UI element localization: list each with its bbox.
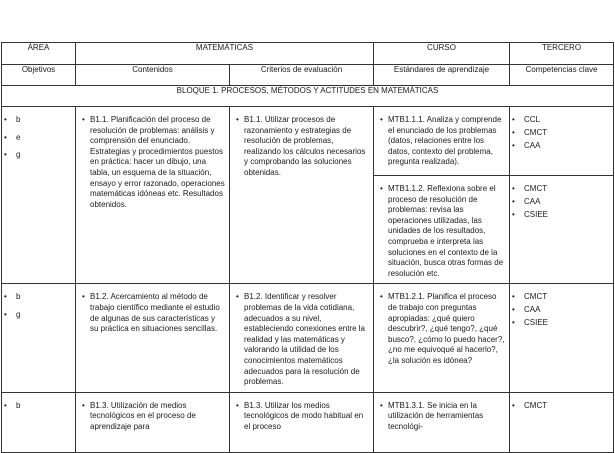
estandar-text: • MTB1.3.1. Se inicia en la utilización de herramientas tecnológi- — [374, 393, 509, 437]
subject-header: MATEMÁTICAS — [76, 43, 374, 65]
contenido-cell — [76, 107, 230, 284]
col-contenidos: Contenidos — [76, 65, 230, 86]
block-row — [2, 86, 614, 107]
contenido-text: • B1.2. Acercamiento al método de trabajo científico mediante el estudio de algunas de sus características y su práctica en situaciones sencillas. — [76, 284, 229, 338]
area-header: ÁREA — [2, 43, 76, 65]
objetivo-item: • b — [2, 115, 75, 126]
estandar-cell — [374, 107, 510, 176]
estandar-text: • MTB1.1.2. Reflexiona sobre el proceso de resolución de problemas: revisa las operaciones utilizadas, las unidades de los resultados, comprueba e interpreta las soluciones en el contexto de la situación, busca otras formas de resolución etc. — [374, 176, 509, 283]
competencias-cell — [510, 107, 614, 176]
competencia-item: • CMCT — [510, 292, 613, 303]
competencia-item: • CCL — [510, 115, 613, 126]
table-row — [2, 284, 614, 392]
competencia-item: • CAA — [510, 141, 613, 152]
col-criterios: Criterios de evaluación — [230, 65, 374, 86]
contenido-cell — [76, 284, 230, 392]
table-row — [2, 392, 614, 452]
curriculum-table — [1, 42, 614, 453]
criterio-cell — [230, 284, 374, 392]
course-label: CURSO — [374, 43, 510, 65]
competencia-item: • CAA — [510, 197, 613, 208]
column-header-row — [2, 65, 614, 86]
objetivos-cell — [2, 284, 76, 392]
objetivo-item: • b — [2, 292, 75, 303]
competencia-item: • CSIEE — [510, 318, 613, 329]
estandar-cell — [374, 392, 510, 452]
col-competencias: Competencias clave — [510, 65, 614, 86]
competencias-cell — [510, 392, 614, 452]
competencia-item: • CSIEE — [510, 210, 613, 221]
objetivos-cell — [2, 107, 76, 284]
estandar-text: • MTB1.2.1. Planifica el proceso de trabajo con preguntas apropiadas: ¿qué quiero descubrir?, ¿qué tengo?, ¿qué busco?, ¿cómo lo puedo hacer?, ¿no me equivoqué al hacerlo?, ¿la solución es idónea? — [374, 284, 509, 370]
competencia-item: • CMCT — [510, 128, 613, 139]
course-value: TERCERO — [510, 43, 614, 65]
table-row — [2, 107, 614, 176]
estandar-text: • MTB1.1.1. Analiza y comprende el enunciado de los problemas (datos, relaciones entre los datos, contexto del problema, pregunta realizada). — [374, 107, 509, 172]
objetivo-item: • g — [2, 150, 75, 161]
competencia-item: • CMCT — [510, 401, 613, 412]
objetivos-cell — [2, 392, 76, 452]
competencias-cell — [510, 284, 614, 392]
contenido-cell — [76, 392, 230, 452]
criterio-text: • B1.1. Utilizar procesos de razonamiento y estrategias de resolución de problemas, realizando los cálculos necesarios y comprobando las soluciones obtenidas. — [230, 107, 373, 183]
criterio-text: • B1.3. Utilizar los medios tecnológicos de modo habitual en el proceso — [230, 393, 373, 437]
objetivo-item: • b — [2, 401, 75, 412]
objetivo-item: • e — [2, 133, 75, 144]
block-title: BLOQUE 1. PROCESOS, MÉTODOS Y ACTITUDES EN MATEMÁTICAS — [2, 86, 614, 107]
contenido-text: • B1.3. Utilización de medios tecnológicos en el proceso de aprendizaje para — [76, 393, 229, 437]
col-objetivos: Objetivos — [2, 65, 76, 86]
header-row — [2, 43, 614, 65]
estandar-cell — [374, 176, 510, 284]
criterio-cell — [230, 107, 374, 284]
objetivo-item: • g — [2, 310, 75, 321]
col-estandares: Estándares de aprendizaje — [374, 65, 510, 86]
contenido-text: • B1.1. Planificación del proceso de resolución de problemas: análisis y comprensión del enunciado. Estrategias y procedimientos puestos en práctica: hacer un dibujo, una tabla, un esquema de la situación, ensayo y error razonado, operaciones matemáticas idóneas etc. Resultados obtenidos. — [76, 107, 229, 214]
estandar-cell — [374, 284, 510, 392]
criterio-cell — [230, 392, 374, 452]
criterio-text: • B1.2. Identificar y resolver problemas de la vida cotidiana, adecuados a su nivel, estableciendo conexiones entre la realidad y las matemáticas y valorando la utilidad de los conocimientos matemáticos adecuados para la resolución de problemas. — [230, 284, 373, 391]
competencia-item: • CAA — [510, 305, 613, 316]
competencias-cell — [510, 176, 614, 284]
competencia-item: • CMCT — [510, 184, 613, 195]
